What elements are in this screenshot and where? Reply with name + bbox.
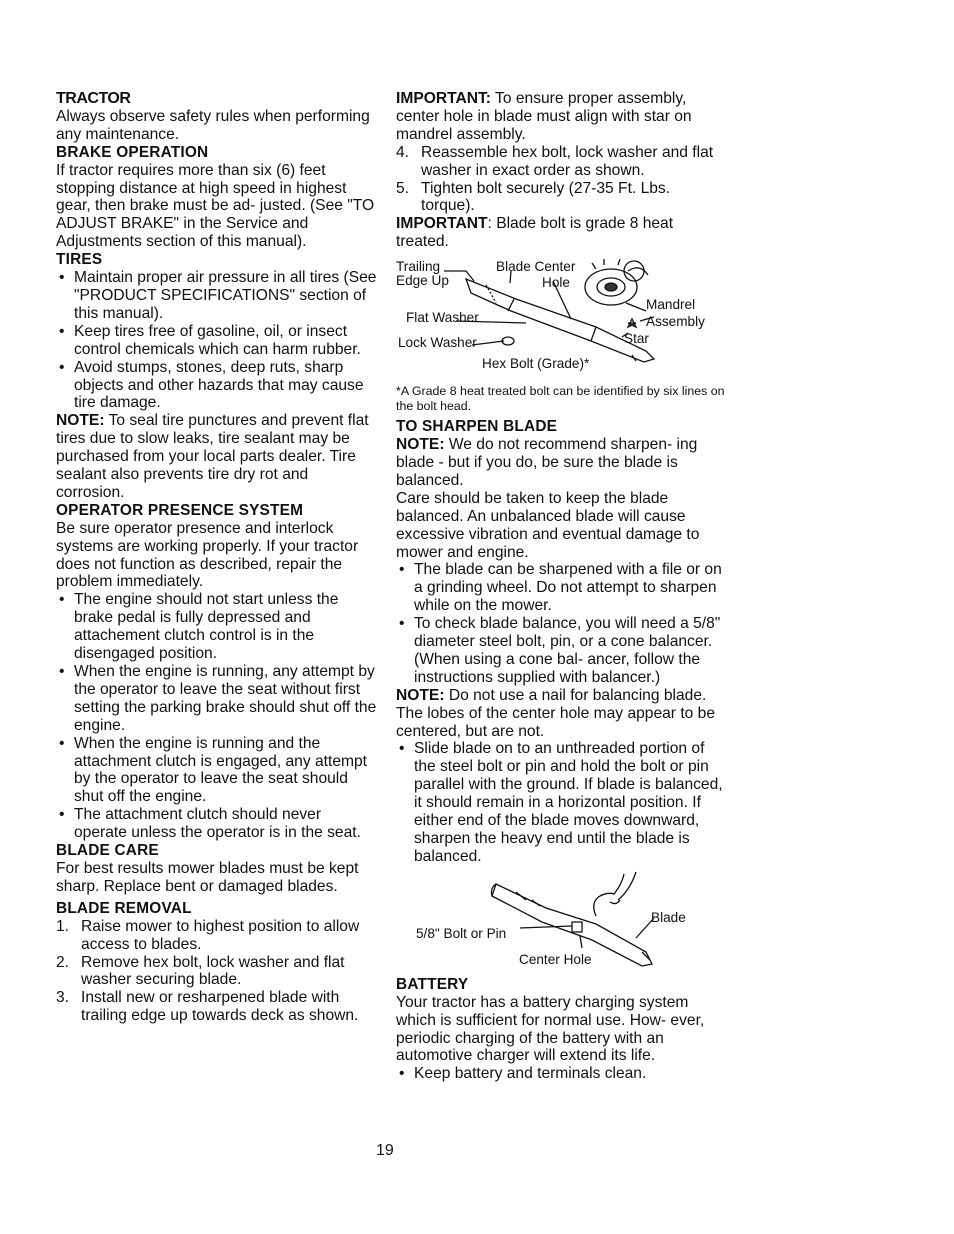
blade-label: Blade [651, 909, 686, 925]
center-hole-label: Center Hole [519, 951, 592, 967]
blade-balance-figure [396, 870, 726, 976]
removal-step [56, 954, 378, 990]
important-assembly [396, 90, 726, 144]
important-text: : Blade bolt is grade 8 heat treated. [396, 215, 674, 251]
balance-bullet: • Slide blade on to an unthreaded portion of the steel bolt or pin and hold the bolt or pin parallel with the ground. If blade is balanced, it should remain in a horizontal position. If either end of the blade moves downward, sharpen the heavy end until the blade is balanced. [396, 740, 726, 865]
important-text: To ensure proper assembly, center hole in blade must align with star on mandrel assembly. [396, 90, 692, 143]
battery-list [396, 1065, 726, 1083]
step-number: 3. [56, 989, 70, 1007]
step-number: 4. [396, 143, 410, 161]
sharpen-bullet: • The blade can be sharpened with a file or on a grinding wheel. Do not attempt to sharpen while on the mower. [396, 561, 726, 615]
battery-heading: BATTERY [396, 975, 469, 993]
tires-bullet: • Avoid stumps, stones, deep ruts, sharp objects and other hazards that may cause tire damage. [56, 359, 378, 413]
right-column [396, 90, 726, 1083]
tractor-heading: TRACTOR [56, 90, 131, 107]
step-number: 2. [56, 953, 70, 971]
ops-text: Be sure operator presence and interlock systems are working properly. If your tractor does not function as described, repair the problem immediately. [56, 519, 359, 591]
ops-heading: OPERATOR PRESENCE SYSTEM [56, 501, 304, 519]
blade-care-heading: BLADE CARE [56, 842, 159, 860]
tires-note [56, 412, 378, 502]
note-text: We do not recommend sharpen- ing blade - but if you do, be sure the blade is balanced. [396, 436, 698, 489]
brake-heading: BRAKE OPERATION [56, 143, 209, 161]
note-label: NOTE: [396, 436, 445, 454]
brake-text: If tractor requires more than six (6) feet stopping distance at high speed in highest gear, then brake must be ad- justed. (See "TO ADJUST BRAKE" in the Service and Adjustments section of this manual). [56, 161, 375, 251]
trailing-label: Trailing [396, 259, 441, 275]
bolt-label: 5/8" Bolt or Pin [416, 925, 507, 941]
lock-washer-label: Lock Washer [398, 335, 477, 351]
tires-heading: TIRES [56, 251, 103, 269]
sharpen-bullet: • To check blade balance, you will need a 5/8" diameter steel bolt, pin, or a cone balancer. (When using a cone bal- ancer, follow the instructions supplied with balancer.) [396, 615, 726, 687]
ops-list [56, 591, 378, 842]
edge-up-label: Edge Up [396, 273, 449, 289]
tires-bullet: • Maintain proper air pressure in all tires (See "PRODUCT SPECIFICATIONS" section of this manual). [56, 269, 378, 323]
blade-center-label: Blade Center [496, 259, 576, 275]
important-label: IMPORTANT [396, 215, 488, 233]
blade-removal-heading: BLADE REMOVAL [56, 899, 192, 917]
assembly-step [396, 180, 726, 216]
ops-bullet: • The attachment clutch should never operate unless the operator is in the seat. [56, 806, 378, 842]
flat-washer-label: Flat Washer [406, 310, 479, 326]
left-column [56, 90, 378, 1025]
step-number: 1. [56, 917, 70, 935]
step-text: Raise mower to highest position to allow access to blades. [81, 917, 360, 953]
blade-assembly-figure [396, 259, 726, 384]
tires-bullet: • Keep tires free of gasoline, oil, or insect control chemicals which can harm rubber. [56, 323, 378, 359]
ops-bullet: • When the engine is running and the attachment clutch is engaged, any attempt by the operator to leave the seat should shut off the engine. [56, 735, 378, 807]
balance-note [396, 687, 726, 741]
hex-bolt-label: Hex Bolt (Grade)* [482, 356, 590, 372]
tractor-text: Always observe safety rules when performing any maintenance. [56, 107, 370, 143]
removal-steps [56, 918, 378, 1025]
tires-list [56, 269, 378, 412]
star-label: Star [624, 331, 649, 347]
assembly-step [396, 144, 726, 180]
step-text: Install new or resharpened blade with trailing edge up towards deck as shown. [81, 989, 359, 1025]
note-label: NOTE: [396, 686, 445, 704]
step-text: Tighten bolt securely (27-35 Ft. Lbs. torque). [421, 179, 671, 215]
sharpen-text: Care should be taken to keep the blade balanced. An unbalanced blade will cause excessive vibration and eventual damage to mower and engine. [396, 489, 700, 561]
assembly-steps [396, 144, 726, 216]
note-label: NOTE: [56, 412, 105, 430]
note-text: To seal tire punctures and prevent flat tires due to slow leaks, tire sealant may be purchased from your local parts dealer. Tire sealant also prevents tire dry rot and corrosion. [56, 412, 369, 501]
sharpen-list [396, 561, 726, 686]
assembly-label: Assembly [646, 314, 705, 330]
mandrel-label: Mandrel [646, 297, 696, 313]
battery-bullet: • Keep battery and terminals clean. [396, 1065, 726, 1083]
blade-care-text: For best results mower blades must be kept sharp. Replace bent or damaged blades. [56, 859, 359, 895]
step-text: Reassemble hex bolt, lock washer and flat washer in exact order as shown. [421, 143, 714, 179]
hole-label: Hole [542, 275, 570, 291]
removal-step [56, 918, 378, 954]
step-number: 5. [396, 179, 410, 197]
ops-bullet: • The engine should not start unless the brake pedal is fully depressed and attachement clutch control is in the disengaged position. [56, 591, 378, 663]
sharpen-heading: TO SHARPEN BLADE [396, 418, 558, 436]
step-text: Remove hex bolt, lock washer and flat washer securing blade. [81, 953, 345, 989]
important-label: IMPORTANT: [396, 90, 491, 107]
grade-footnote: *A Grade 8 heat treated bolt can be identified by six lines on the bolt head. [396, 384, 725, 414]
balance-list [396, 740, 726, 865]
battery-text: Your tractor has a battery charging system which is sufficient for normal use. How- ever, periodic charging of the battery with an automotive charger will extend its life. [396, 993, 705, 1065]
ops-bullet: • When the engine is running, any attempt by the operator to leave the seat without first setting the parking brake should shut off the engine. [56, 663, 378, 735]
sharpen-note [396, 436, 726, 490]
important-grade [396, 215, 726, 251]
note-text: Do not use a nail for balancing blade. The lobes of the center hole may appear to be centered, but are not. [396, 686, 716, 740]
page-number: 19 [376, 1142, 394, 1159]
removal-step [56, 989, 378, 1025]
